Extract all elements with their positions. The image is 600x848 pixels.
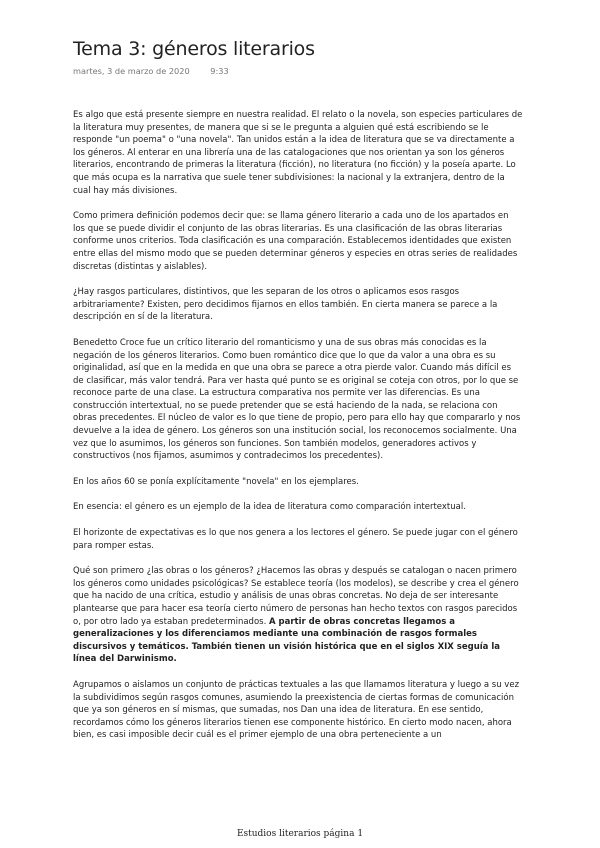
paragraph: Agrupamos o aislamos un conjunto de prácticas textuales a las que llamamos literatura y luego a su vez la subdividimos según rasgos comunes, asumiendo la preexistencia de ciertas formas de comunicación que ya son géneros en sí mismas, que sumadas, nos Dan una idea de literatura. En ese sentido, recordamos cómo los géneros literarios tienen ese componente histórico. En cierto modo nacen, ahora bien, es casi imposible decir cuál es el primer ejemplo de una obra perteneciente a un bbox=[73, 679, 520, 741]
paragraph: Benedetto Croce fue un crítico literario del romanticismo y una de sus obras más conocidas es la negación de los géneros literarios. Como buen romántico dice que lo que da valor a una obra es su originalidad, así que en la medida en que una obra se parece a otra pierde valor. Cuando más difícil es de clasificar, más valor tendrá. Para ver hasta qué punto se es original se coteja con otros, por lo que se reconoce parte de una clase. La estructura comparativa nos permite ver las diferencias. Es una construcción intertextual, no se puede pretender que se está haciendo de la nada, se relaciona con obras precedentes. El núcleo de valor es lo que tiene de propio, pero para ello hay que compararlo y nos devuelve a la idea de género. Los géneros son una institución social, los reconocemos socialmente. Una vez que lo asumimos, los géneros son funciones. Son también modelos, generadores activos y constructivos (nos fijamos, asumimos y contradecimos los precedentes). bbox=[73, 337, 521, 462]
paragraph: En esencia: el género es un ejemplo de la idea de literatura como comparación intertextual. bbox=[73, 502, 466, 513]
bold-text: A partir de obras concretas llegamos a generalizaciones y los diferenciamos mediante una combinación de rasgos formales discursivos y temáticos. También tienen un visión histórica que en el siglos XIX seguía la línea del Darwinismo. bbox=[73, 616, 501, 665]
note-date: martes, 3 de marzo de 2020 bbox=[73, 66, 190, 76]
page-footer: Estudios literarios página 1 bbox=[236, 829, 364, 839]
paragraph: Qué son primero ¿las obras o los géneros? ¿Hacemos las obras y después se catalogan o nacen primero los géneros como unidades psicológicas? Se establece teoría (los modelos), se describe y crea el género que ha nacido de una crítica, estudio y análisis de unas obras concretas. No deja de ser interesante plantearse que para hacer esa teoría cierto número de personas han hecho textos con rasgos parecidos o, por otro lado ya estaban predeterminados. A partir de obras concretas llegamos a generalizaciones y los diferenciamos mediante una combinación de rasgos formales discursivos y temáticos. También tienen un visión histórica que en el siglos XIX seguía la línea del Darwinismo. bbox=[73, 566, 519, 665]
paragraph: Es algo que está presente siempre en nuestra realidad. El relato o la novela, son especies particulares de la literatura muy presentes, de manera que si se le pregunta a alguien qué está escribiendo se le responde "un poema" o "una novela". Tan unidos están a la idea de literatura que se va directamente a los géneros. Al enterar en una librería una de las catalogaciones que nos orientan ya son los géneros literarios, encontrando de primeras la literatura (ficción), no literatura (no ficción) y la poseía aparte. Lo que más ocupa es la narrativa que suele tener subdivisiones: la nacional y la extranjera, dentro de la cual hay más divisiones. bbox=[73, 110, 523, 196]
paragraph: Como primera definición podemos decir que: se llama género literario a cada uno de los apartados en los que se puede dividir el conjunto de las obras literarias. Es una clasificación de las obras literarias conforme unos criterios. Toda clasificación es una comparación. Establecemos identidades que existen entre ellas del mismo modo que se pueden determinar géneros y especies en otras series de realidades discretas (distintas y aislables). bbox=[73, 211, 518, 272]
note-time: 9:33 bbox=[210, 66, 229, 76]
paragraph: En los años 60 se ponía explícitamente "novela" en los ejemplares. bbox=[73, 476, 359, 487]
paragraph: ¿Hay rasgos particulares, distintivos, que les separan de los otros o aplicamos esos rasgos arbitrariamente? Existen, pero decidimos fijarnos en ellos también. En cierta manera se parece a la descripción en sí de la literatura. bbox=[73, 287, 498, 323]
note-meta bbox=[73, 66, 229, 76]
paragraph: El horizonte de expectativas es lo que nos genera a los lectores el género. Se puede jugar con el género para romper estas. bbox=[73, 528, 518, 551]
note-body bbox=[73, 109, 523, 755]
page-title: Tema 3: géneros literarios bbox=[73, 38, 315, 60]
